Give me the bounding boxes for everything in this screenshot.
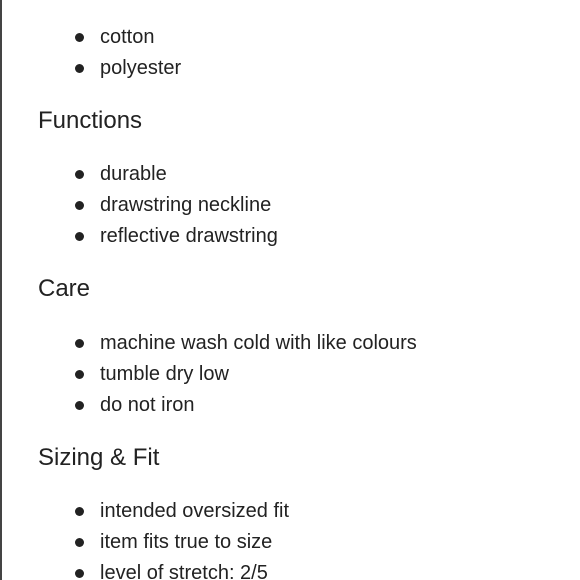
- list-item-material-cotton: [100, 25, 154, 49]
- section-heading-care: Care: [38, 275, 91, 302]
- list-item-care-tumble-dry: [100, 362, 229, 386]
- section-heading-functions: Functions: [38, 107, 143, 134]
- list-item-label: intended oversized fit: [100, 500, 290, 522]
- list-item-label: do not iron: [100, 394, 195, 416]
- list-item-sizing-oversized-fit: [100, 499, 289, 523]
- bullet-icon: [75, 569, 84, 578]
- bullet-icon: [75, 370, 84, 379]
- list-item-label: drawstring neckline: [100, 194, 272, 216]
- list-item-sizing-true-to-size: [100, 530, 272, 554]
- list-item-label: item fits true to size: [100, 531, 273, 553]
- bullet-icon: [75, 507, 84, 516]
- bullet-icon: [75, 33, 84, 42]
- list-item-material-polyester: [100, 56, 181, 80]
- bullet-icon: [75, 401, 84, 410]
- list-item-label: machine wash cold with like colours: [100, 332, 417, 354]
- list-item-function-reflective-drawstring: [100, 224, 278, 248]
- list-item-sizing-stretch-level: [100, 561, 268, 580]
- list-item-label: durable: [100, 163, 167, 185]
- list-item-function-durable: [100, 162, 167, 186]
- list-item-care-machine-wash: [100, 331, 417, 355]
- bullet-icon: [75, 232, 84, 241]
- section-heading-sizing-fit: Sizing & Fit: [38, 444, 160, 471]
- list-item-care-do-not-iron: [100, 393, 195, 417]
- bullet-icon: [75, 201, 84, 210]
- bullet-icon: [75, 64, 84, 73]
- list-item-label: polyester: [100, 57, 182, 79]
- bullet-icon: [75, 170, 84, 179]
- bullet-icon: [75, 538, 84, 547]
- list-item-function-drawstring-neckline: [100, 193, 271, 217]
- list-item-label: tumble dry low: [100, 363, 229, 385]
- list-item-label: cotton: [100, 26, 155, 48]
- list-item-label: level of stretch: 2/5: [100, 562, 268, 580]
- bullet-icon: [75, 339, 84, 348]
- list-item-label: reflective drawstring: [100, 225, 278, 247]
